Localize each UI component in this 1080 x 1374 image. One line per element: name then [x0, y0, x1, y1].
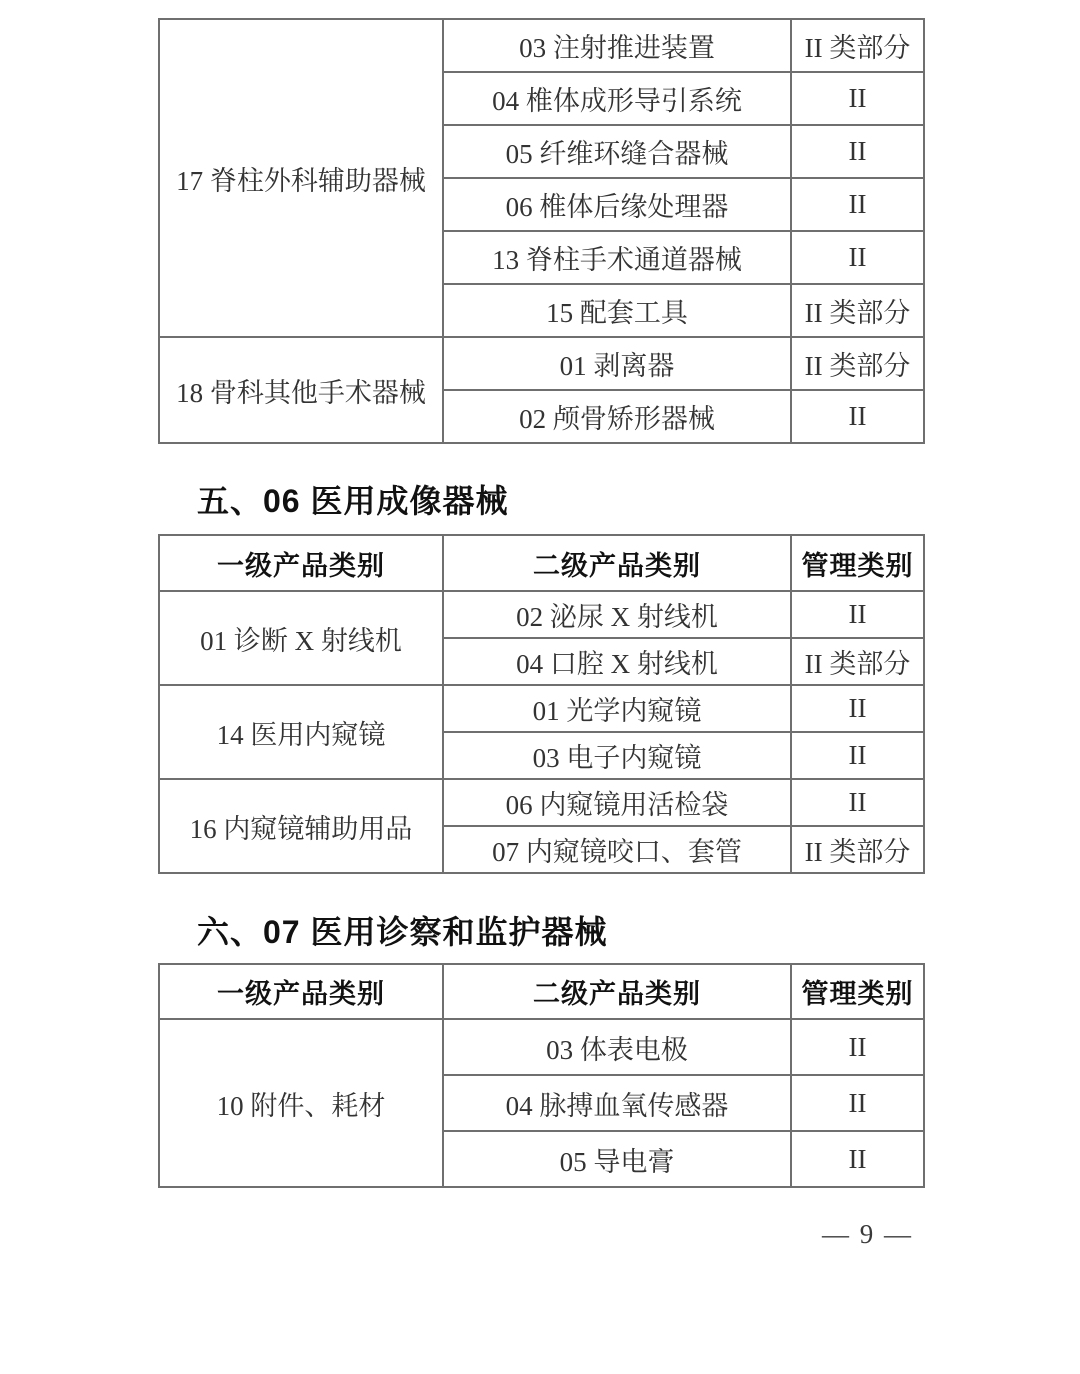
management-class-cell: II 类部分 — [791, 638, 924, 685]
secondary-category-cell: 05 纤维环缝合器械 — [443, 125, 791, 178]
section-heading-monitoring: 六、07 医用诊察和监护器械 — [197, 914, 608, 950]
imaging-devices-table — [158, 534, 925, 874]
management-class-cell: II — [791, 390, 924, 443]
table-row — [159, 19, 924, 72]
secondary-category-cell: 06 内窥镜用活检袋 — [443, 779, 791, 826]
column-header-management-class: 管理类别 — [791, 964, 924, 1019]
page-number: — 9 — — [822, 1219, 913, 1249]
primary-category-cell: 01 诊断 X 射线机 — [159, 591, 443, 685]
column-header-secondary-category: 二级产品类别 — [443, 535, 791, 591]
secondary-category-cell: 02 颅骨矫形器械 — [443, 390, 791, 443]
secondary-category-cell: 04 脉搏血氧传感器 — [443, 1075, 791, 1131]
management-class-cell: II — [791, 779, 924, 826]
secondary-category-cell: 03 注射推进装置 — [443, 19, 791, 72]
table-body — [159, 19, 924, 443]
primary-category-cell: 16 内窥镜辅助用品 — [159, 779, 443, 873]
table-header — [159, 964, 924, 1019]
management-class-cell: II — [791, 125, 924, 178]
table-row — [159, 1019, 924, 1075]
secondary-category-cell: 04 口腔 X 射线机 — [443, 638, 791, 685]
secondary-category-cell: 03 电子内窥镜 — [443, 732, 791, 779]
management-class-cell: II — [791, 732, 924, 779]
table-body — [159, 591, 924, 873]
management-class-cell: II 类部分 — [791, 826, 924, 873]
management-class-cell: II 类部分 — [791, 19, 924, 72]
table-row — [159, 337, 924, 390]
secondary-category-cell: 04 椎体成形导引系统 — [443, 72, 791, 125]
management-class-cell: II — [791, 1019, 924, 1075]
primary-category-cell: 17 脊柱外科辅助器械 — [159, 19, 443, 337]
table-body — [159, 1019, 924, 1187]
column-header-primary-category: 一级产品类别 — [159, 535, 443, 591]
secondary-category-cell: 07 内窥镜咬口、套管 — [443, 826, 791, 873]
management-class-cell: II 类部分 — [791, 284, 924, 337]
management-class-cell: II — [791, 1075, 924, 1131]
secondary-category-cell: 05 导电膏 — [443, 1131, 791, 1187]
secondary-category-cell: 06 椎体后缘处理器 — [443, 178, 791, 231]
primary-category-cell: 18 骨科其他手术器械 — [159, 337, 443, 443]
column-header-secondary-category: 二级产品类别 — [443, 964, 791, 1019]
secondary-category-cell: 02 泌尿 X 射线机 — [443, 591, 791, 638]
management-class-cell: II — [791, 1131, 924, 1187]
management-class-cell: II — [791, 231, 924, 284]
orthopedic-devices-table-continuation — [158, 18, 925, 444]
column-header-management-class: 管理类别 — [791, 535, 924, 591]
table-header-row — [159, 964, 924, 1019]
secondary-category-cell: 03 体表电极 — [443, 1019, 791, 1075]
secondary-category-cell: 01 剥离器 — [443, 337, 791, 390]
section-heading-imaging: 五、06 医用成像器械 — [197, 483, 509, 519]
secondary-category-cell: 13 脊柱手术通道器械 — [443, 231, 791, 284]
table-header-row — [159, 535, 924, 591]
monitoring-devices-table — [158, 963, 925, 1188]
table-header — [159, 535, 924, 591]
primary-category-cell: 10 附件、耗材 — [159, 1019, 443, 1187]
management-class-cell: II — [791, 591, 924, 638]
column-header-primary-category: 一级产品类别 — [159, 964, 443, 1019]
management-class-cell: II — [791, 178, 924, 231]
primary-category-cell: 14 医用内窥镜 — [159, 685, 443, 779]
table-row — [159, 685, 924, 732]
management-class-cell: II — [791, 72, 924, 125]
table-row — [159, 779, 924, 826]
management-class-cell: II — [791, 685, 924, 732]
secondary-category-cell: 01 光学内窥镜 — [443, 685, 791, 732]
table-row — [159, 591, 924, 638]
management-class-cell: II 类部分 — [791, 337, 924, 390]
secondary-category-cell: 15 配套工具 — [443, 284, 791, 337]
